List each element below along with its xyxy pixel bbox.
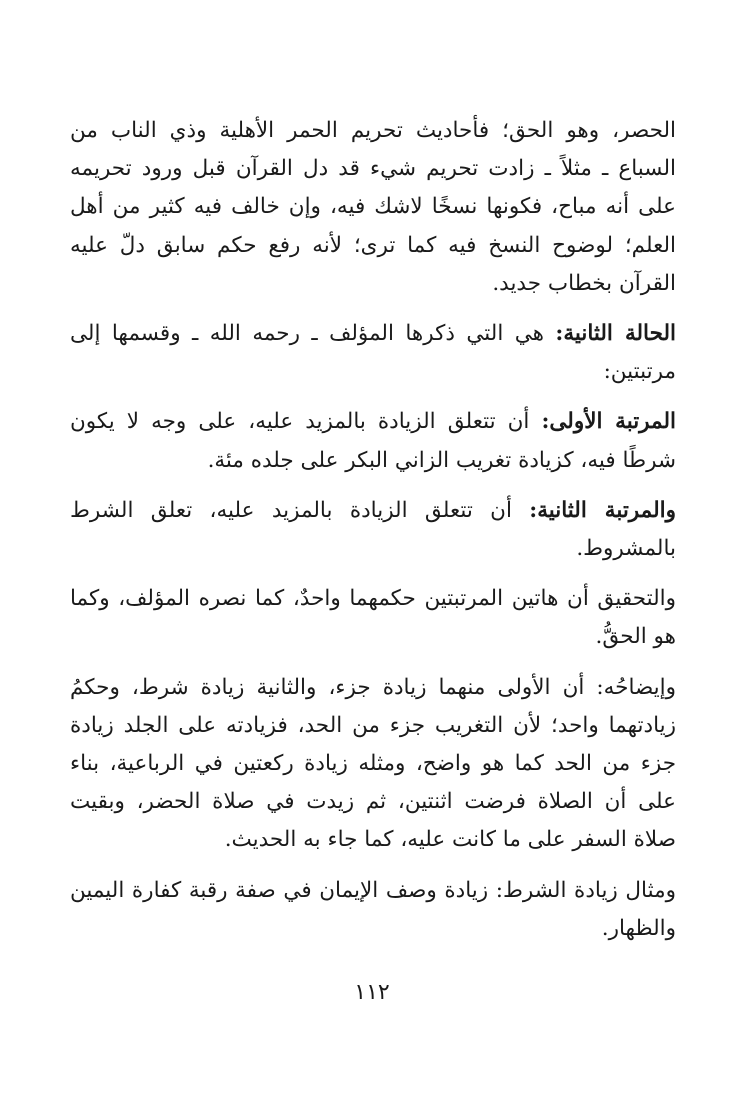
paragraph-7-text: ومثال زيادة الشرط: زيادة وصف الإيمان في صفة رقبة كفارة اليمين والظهار. bbox=[70, 877, 676, 941]
paragraph-4-heading: والمرتبة الثانية: bbox=[529, 497, 676, 523]
page-number: ١١٢ bbox=[354, 980, 390, 1005]
paragraph-2-text: هي التي ذكرها المؤلف ـ رحمه الله ـ وقسمها إلى مرتبتين: bbox=[70, 321, 676, 385]
paragraph-6 bbox=[70, 669, 676, 860]
paragraph-3 bbox=[70, 403, 676, 479]
paragraph-3-text: أن تتعلق الزيادة بالمزيد عليه، على وجه لا يكون شرطًا فيه، كزيادة تغريب الزاني البكر على جلده مئة. bbox=[70, 409, 676, 473]
page-body bbox=[70, 112, 676, 960]
paragraph-6-text: وإيضاحُه: أن الأولى منهما زيادة جزء، والثانية زيادة شرط، وحكمُ زيادتهما واحد؛ لأن التغريب جزء من الحد، فزيادته على الجلد زيادة جزء من الحد كما هو واضح، ومثله زيادة ركعتين في الرباعية، بناء على أن الصلاة فرضت اثنتين، ثم زيدت في صلاة الحضر، وبقيت صلاة السفر على ما كانت عليه، كما جاء به الحديث. bbox=[70, 674, 676, 853]
paragraph-2-heading: الحالة الثانية: bbox=[555, 321, 676, 347]
paragraph-4 bbox=[70, 492, 676, 568]
paragraph-4-text: أن تتعلق الزيادة بالمزيد عليه، تعلق الشرط بالمشروط. bbox=[70, 497, 676, 562]
paragraph-5 bbox=[70, 580, 676, 656]
paragraph-7 bbox=[70, 872, 676, 948]
paragraph-1 bbox=[70, 112, 676, 303]
paragraph-2 bbox=[70, 315, 676, 391]
paragraph-3-heading: المرتبة الأولى: bbox=[541, 409, 676, 435]
paragraph-5-text: والتحقيق أن هاتين المرتبتين حكمهما واحدٌ، كما نصره المؤلف، وكما هو الحقُّ. bbox=[70, 586, 676, 650]
paragraph-1-text: الحصر، وهو الحق؛ فأحاديث تحريم الحمر الأهلية وذي الناب من السباع ـ مثلاً ـ زادت تحريم شيء قد دل القرآن قبل ورود تحريمه على أنه مباح، فكونها نسخًا لاشك فيه، وإن خالف فيه كثير من أهل العلم؛ لوضوح النسخ فيه كما ترى؛ لأنه رفع حكم سابق دلّ عليه القرآن بخطاب جديد. bbox=[70, 118, 676, 296]
